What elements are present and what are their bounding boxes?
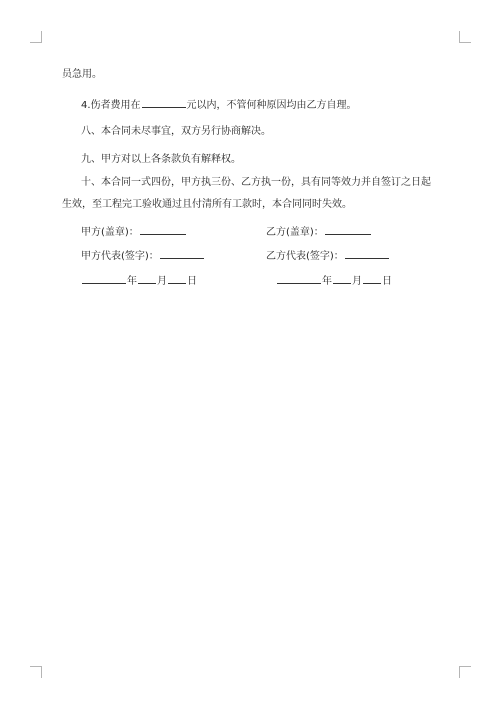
- party-a-day-blank: [168, 273, 186, 284]
- party-b-year-blank: [277, 273, 321, 284]
- party-a-rep-line: [81, 248, 205, 264]
- clause-10-line-2: 生效，至工程完工验收通过且付清所有工款时，本合同同时失效。: [62, 199, 352, 210]
- crop-mark-top-right: [459, 31, 471, 43]
- party-a-seal-line: [81, 224, 187, 240]
- clause-4-suffix: 元以内，不管何种原因均由乙方自理。: [186, 100, 357, 111]
- party-b-month-label: 月: [352, 276, 362, 287]
- clause-4-prefix: 4.伤者费用在: [81, 100, 141, 111]
- party-a-month-label: 月: [157, 276, 167, 287]
- party-a-day-label: 日: [187, 276, 197, 287]
- party-b-rep-blank: [345, 248, 389, 259]
- crop-mark-bottom-left: [30, 666, 42, 678]
- party-a-rep-label: 甲方代表(签字)：: [81, 251, 159, 262]
- clause-10-line-1: 十、本合同一式四份，甲方执三份、乙方执一份，具有同等效力并自签订之日起: [81, 177, 431, 188]
- party-b-day-blank: [363, 273, 381, 284]
- clause-4: [81, 97, 357, 113]
- crop-mark-top-left: [30, 31, 42, 43]
- party-b-day-label: 日: [382, 276, 392, 287]
- party-b-rep-label: 乙方代表(签字)：: [266, 251, 344, 262]
- party-a-seal-blank: [140, 224, 186, 235]
- crop-mark-bottom-right: [459, 666, 471, 678]
- party-b-month-blank: [333, 273, 351, 284]
- party-b-seal-label: 乙方(盖章)：: [266, 227, 324, 238]
- party-a-rep-blank: [160, 248, 204, 259]
- paragraph-continuation: 员急用。: [62, 69, 102, 80]
- party-b-year-label: 年: [322, 276, 332, 287]
- party-b-seal-blank: [325, 224, 371, 235]
- fee-blank: [142, 97, 186, 108]
- party-a-month-blank: [138, 273, 156, 284]
- party-b-rep-line: [266, 248, 390, 264]
- party-b-seal-line: [266, 224, 372, 240]
- clause-9: 九、甲方对以上各条款负有解释权。: [81, 154, 241, 165]
- party-a-seal-label: 甲方(盖章)：: [81, 227, 139, 238]
- party-a-year-label: 年: [127, 276, 137, 287]
- party-a-date-line: [81, 273, 197, 289]
- party-b-date-line: [276, 273, 392, 289]
- party-a-year-blank: [82, 273, 126, 284]
- clause-8: 八、本合同未尽事宜，双方另行协商解决。: [81, 126, 271, 137]
